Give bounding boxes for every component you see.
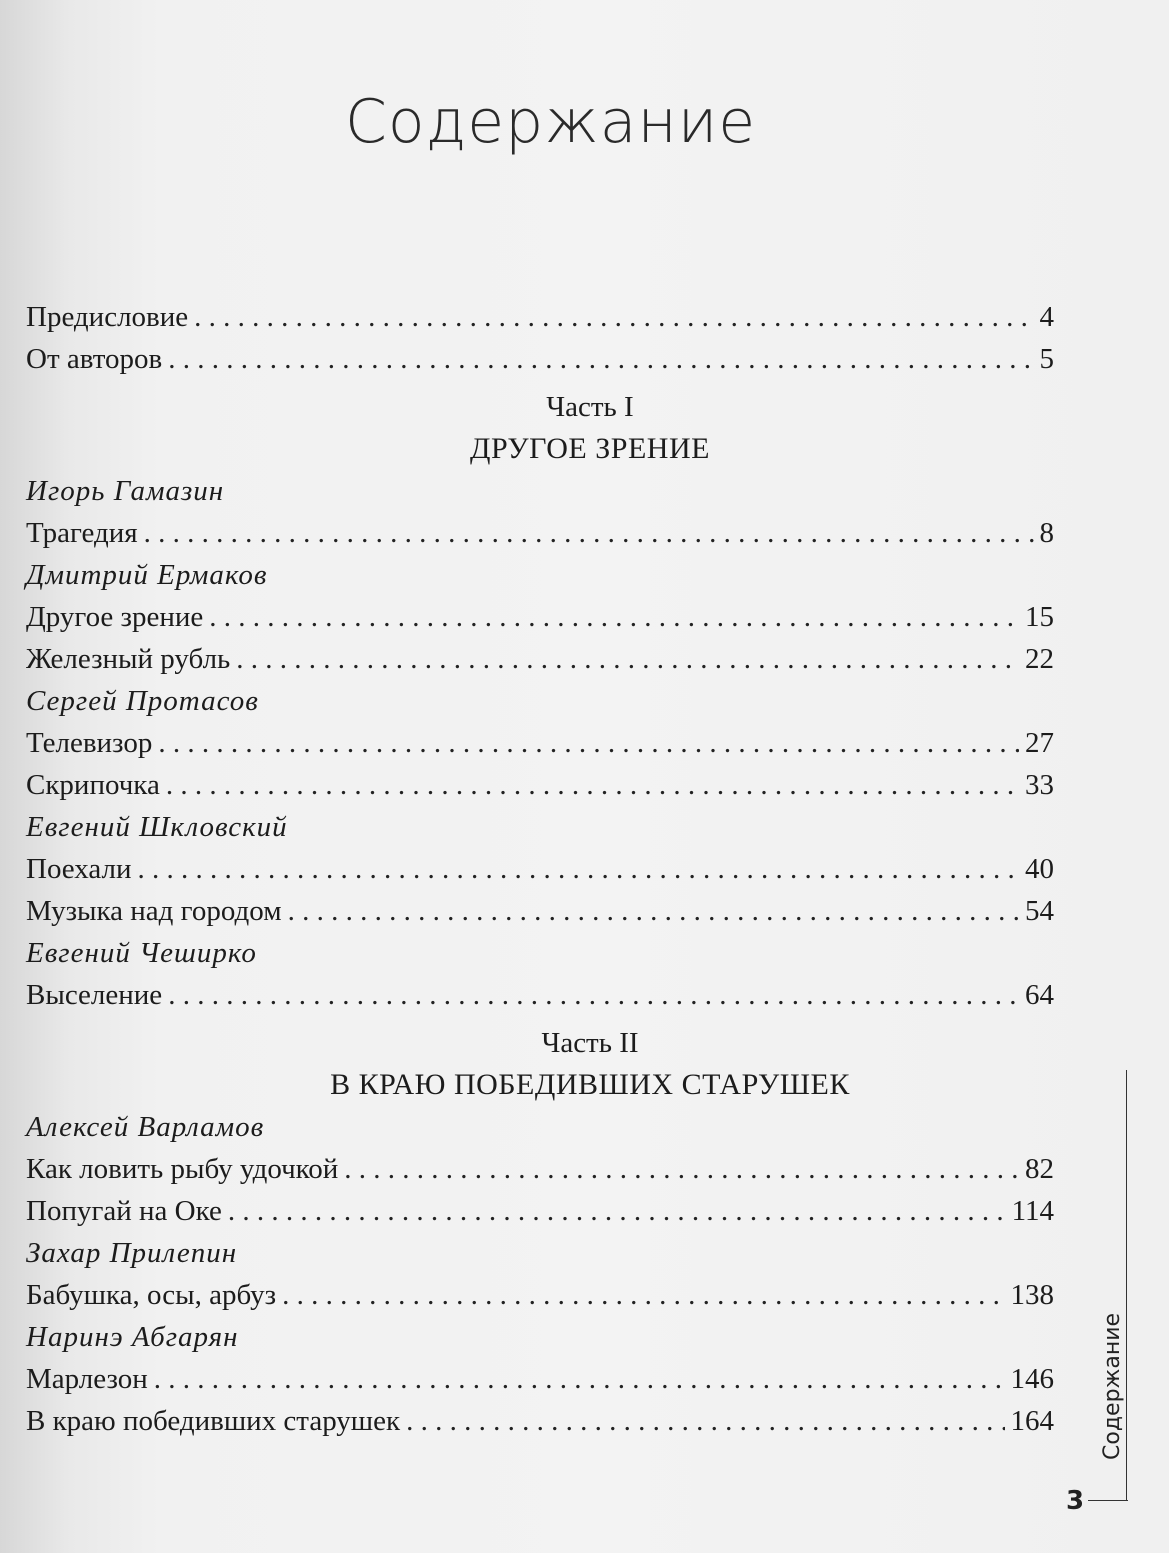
margin-rule <box>1126 1470 1127 1500</box>
toc-entry-page: 82 <box>1025 1153 1054 1185</box>
toc-entry-page: 164 <box>1010 1405 1054 1437</box>
toc-entry[interactable] <box>26 638 1054 680</box>
toc-entry-title: Выселение <box>26 979 163 1011</box>
toc-entry[interactable] <box>26 722 1054 764</box>
part-number: Часть II <box>541 1027 639 1059</box>
author-name: Игорь Гамазин <box>26 475 225 507</box>
toc-entry-title: Телевизор <box>26 727 153 759</box>
toc-entry-title: Другое зрение <box>26 601 204 633</box>
dot-leader <box>166 764 1019 806</box>
author-name: Сергей Протасов <box>26 685 259 717</box>
author-name: Дмитрий Ермаков <box>26 559 268 591</box>
toc-entry-page: 64 <box>1025 979 1054 1011</box>
toc-entry-page: 114 <box>1011 1195 1054 1227</box>
toc-entry[interactable] <box>26 848 1054 890</box>
dot-leader <box>282 1274 1004 1316</box>
toc-entry[interactable] <box>26 1190 1054 1232</box>
toc-entry-title: Скрипочка <box>26 769 160 801</box>
page-number: 3 <box>1066 1486 1085 1516</box>
margin-rule <box>1088 1500 1128 1501</box>
dot-leader <box>154 1358 1005 1400</box>
dot-leader <box>228 1190 1006 1232</box>
author-name: Наринэ Абгарян <box>26 1321 239 1353</box>
dot-leader <box>288 890 1019 932</box>
toc-entry-page: 146 <box>1010 1363 1054 1395</box>
toc-entry-title: Бабушка, осы, арбуз <box>26 1279 277 1311</box>
toc-entry-title: Предисловие <box>26 301 189 333</box>
dot-leader <box>144 512 1034 554</box>
author-name: Захар Прилепин <box>26 1237 238 1269</box>
toc-entry-title: Попугай на Оке <box>26 1195 222 1227</box>
toc-entry-page: 54 <box>1025 895 1054 927</box>
dot-leader <box>168 338 1033 380</box>
toc-entry[interactable] <box>26 764 1054 806</box>
toc-entry-title: В краю победивших старушек <box>26 1405 401 1437</box>
dot-leader <box>158 722 1019 764</box>
toc-entry-title: Музыка над городом <box>26 895 282 927</box>
toc-entry[interactable] <box>26 974 1054 1016</box>
toc-entry-page: 27 <box>1025 727 1054 759</box>
toc-entry[interactable] <box>26 596 1054 638</box>
author-name: Евгений Шкловский <box>26 811 288 843</box>
toc-entry-page: 22 <box>1025 643 1054 675</box>
toc-entry-title: Поехали <box>26 853 132 885</box>
toc-entry[interactable] <box>26 512 1054 554</box>
toc-entry[interactable] <box>26 1358 1054 1400</box>
dot-leader <box>344 1148 1019 1190</box>
part-title: В КРАЮ ПОБЕДИВШИХ СТАРУШЕК <box>330 1068 850 1101</box>
toc-entry[interactable] <box>26 338 1054 380</box>
page-title: Содержание <box>345 87 757 157</box>
toc-entry-page: 5 <box>1039 343 1054 375</box>
toc-entry[interactable] <box>26 1400 1054 1442</box>
toc-entry-title: От авторов <box>26 343 163 375</box>
toc-entry[interactable] <box>26 890 1054 932</box>
toc-entry-title: Трагедия <box>26 517 138 549</box>
toc-entry-title: Как ловить рыбу удочкой <box>26 1153 339 1185</box>
toc-entry-page: 15 <box>1025 601 1054 633</box>
toc-entry-page: 4 <box>1039 301 1054 333</box>
toc-entry-page: 138 <box>1010 1279 1054 1311</box>
running-header: Содержание <box>1100 1312 1125 1460</box>
toc-entry[interactable] <box>26 1148 1054 1190</box>
toc-entry-page: 8 <box>1039 517 1054 549</box>
dot-leader <box>406 1400 1004 1442</box>
toc-entry-title: Железный рубль <box>26 643 231 675</box>
part-title: ДРУГОЕ ЗРЕНИЕ <box>470 432 710 465</box>
dot-leader <box>168 974 1019 1016</box>
author-name: Алексей Варламов <box>26 1111 265 1143</box>
toc-entry[interactable] <box>26 1274 1054 1316</box>
dot-leader <box>138 848 1019 890</box>
toc-entry-page: 40 <box>1025 853 1054 885</box>
table-of-contents <box>26 296 1054 1442</box>
author-name: Евгений Чеширко <box>26 937 257 969</box>
toc-entry[interactable] <box>26 296 1054 338</box>
part-number: Часть I <box>546 391 634 423</box>
dot-leader <box>209 596 1019 638</box>
toc-entry-page: 33 <box>1025 769 1054 801</box>
dot-leader <box>236 638 1019 680</box>
dot-leader <box>194 296 1033 338</box>
toc-entry-title: Марлезон <box>26 1363 148 1395</box>
margin-rule <box>1126 1070 1127 1470</box>
